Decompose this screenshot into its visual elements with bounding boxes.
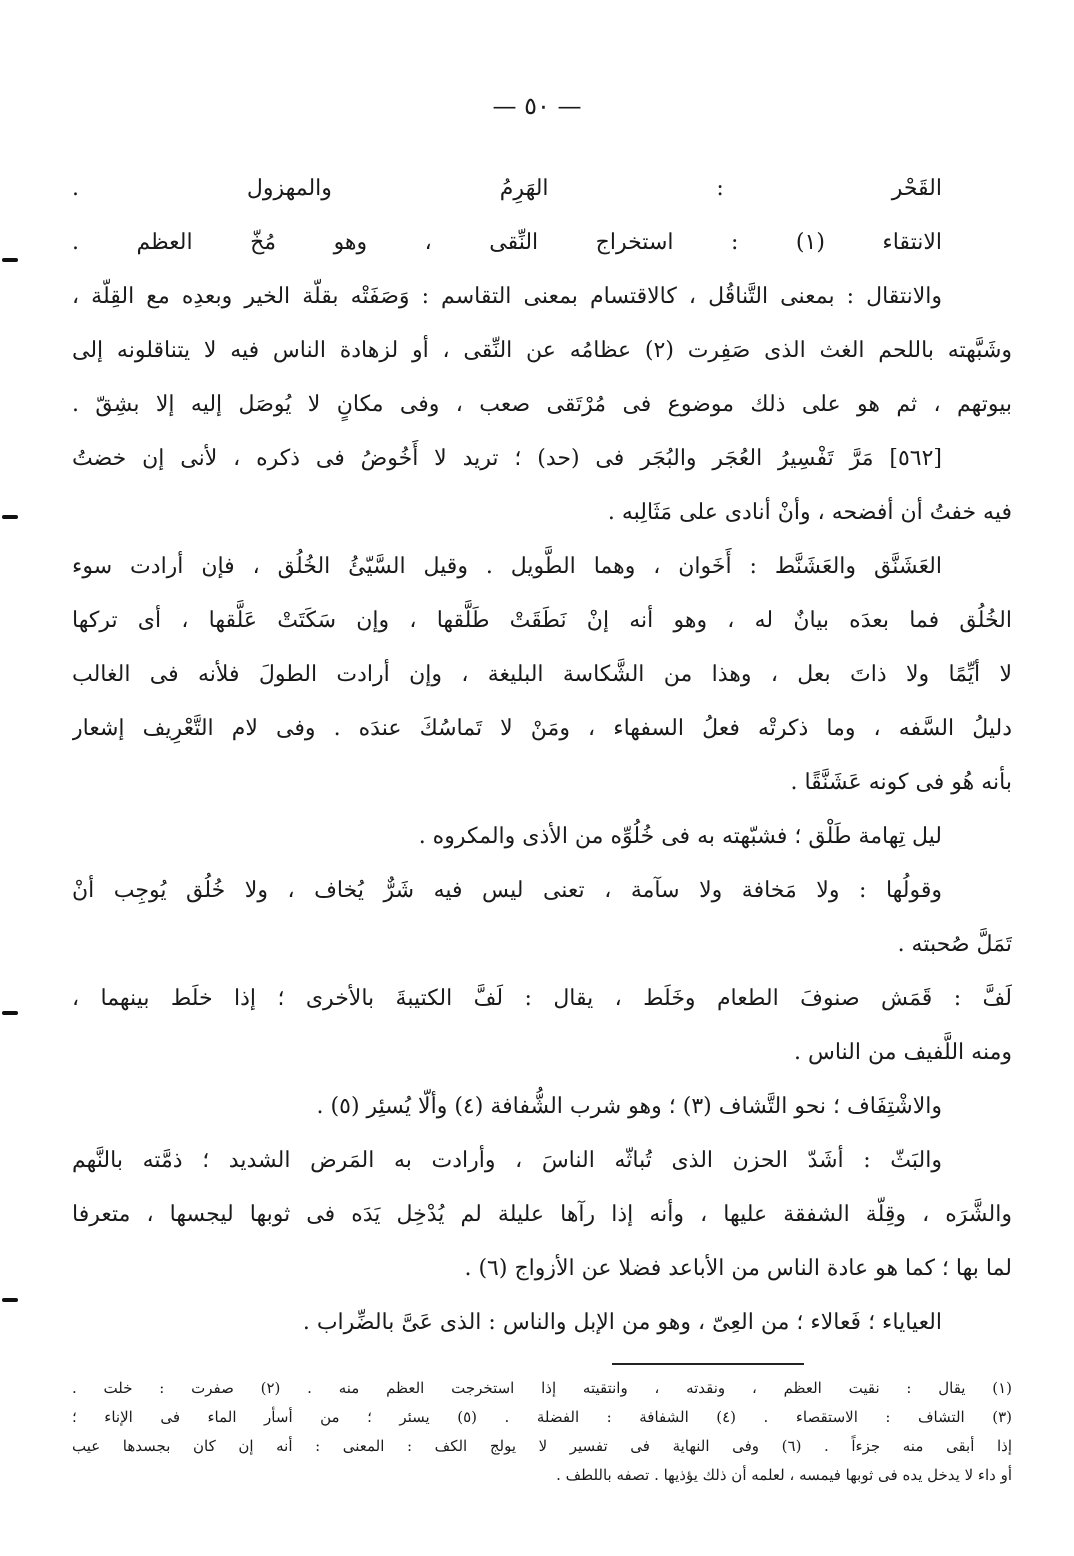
text-line: العياياء ؛ فَعالاء ؛ من العِىّ ، وهو من الإبل والناس : الذى عَىَّ بالضِّراب . [302,1310,942,1335]
body-text [72,162,1012,1350]
text-line: والاشْتِفَاف ؛ نحو التَّشاف (٣) ؛ وهو شرب الشُّفافة (٤) وألّا يُسئِر (٥) . [316,1094,942,1119]
text-line: لَفَّ : قَمَش صنوفَ الطعام وخَلَط ، يقال : لَفَّ الكتيبةَ بالأخرى ؛ إذا خلَط بينهما ، [72,986,1012,1011]
footnotes [72,1374,1012,1490]
margin-mark [2,515,18,519]
text-line: ليل تِهامة طَلْق ؛ فشبّهته به فى خُلُوِّه من الأذى والمكروه . [418,824,942,849]
text-line: والبَثّ : أشَدّ الحزن الذى تُباثّه الناسَ ، وأرادت به المَرض الشديد ؛ ذمَّته بالنَّهم [72,1148,942,1173]
footnote-line: (٣) التشاف : الاستقصاء . (٤) الشفافة : الفضلة . (٥) يسئر ؛ من أسأر الماء فى الإناء ؛ [72,1408,1012,1426]
text-line: لما بها ؛ كما هو عادة الناس من الأباعد فضلا عن الأزواج (٦) . [464,1256,1012,1281]
text-line: الانتقاء (١) : استخراج النِّقى ، وهو مُخّ العظم . [72,230,942,255]
margin-mark [2,258,18,262]
footnote-line: إذا أبقى منه جزءاً . (٦) وفى النهاية فى تفسير لا يولج الكف : المعنى : أنه إن كان بجسدها عيب [72,1437,1012,1455]
margin-mark [2,1011,18,1015]
text-line: العَشَنَّق والعَشَنَّط : أَخَوان ، وهما الطَّويل . وقيل السَّيّئُ الخُلُق ، فإن أرادت سوء [72,554,942,579]
footnote-line: أو داء لا يدخل يده فى ثوبها فيمسه ، لعلمه أن ذلك يؤذيها . تصفه باللطف . [556,1466,1012,1484]
text-line: فيه خفتُ أن أفضحه ، وأنْ أنادى على مَثَالِبه . [607,500,1012,525]
text-line: القَحْر : الهَرِمُ والمهزول . [72,176,942,201]
footnote-line: (١) يقال : نقيت العظم ، ونقدته ، وانتقيته إذا استخرجت العظم منه . (٢) صفرت : خلت . [72,1379,1012,1397]
text-line: [٥٦٢] مَرَّ تَفْسِيرُ العُجَر والبُجَر فى (حد) ؛ تريد لا أَخُوضُ فى ذكره ، لأنى إن خضتُ [72,446,942,471]
text-line: ومنه اللَّفيف من الناس . [794,1040,1012,1065]
text-line: دليلُ السَّفه ، وما ذكرتْه فعلُ السفهاء ، ومَنْ لا تَماسُكَ عندَه . وفى لام التَّعْرِيف إشعار [72,716,1012,741]
margin-mark [2,1298,18,1302]
page-number: — ٥٠ — [492,92,582,120]
text-line: وقولُها : ولا مَخافة ولا سآمة ، تعنى ليس فيه شَرٌّ يُخاف ، ولا خُلُق يُوجِب أنْ [72,878,942,903]
footnote-divider [612,1363,804,1365]
text-line: وشَبَّهته باللحم الغث الذى صَفِرت (٢) عظامُه عن النِّقى ، أو لزهادة الناس فيه لا يتناقلونه إلى [72,338,1012,363]
text-line: بيوتهم ، ثم هو على ذلك موضوع فى مُرْتَقى صعب ، وفى مكانٍ لا يُوصَل إليه إلا بشِقّ . [72,392,1012,417]
text-line: لا أيِّمًا ولا ذاتَ بعل ، وهذا من الشَّكاسة البليغة ، وإن أرادت الطولَ فلأنه فى الغالب [72,662,1012,687]
text-line: بأنه هُو فى كونه عَشَنَّقًا . [790,770,1012,795]
text-line: تَمَلَّ صُحبته . [897,932,1012,957]
text-line: والانتقال : بمعنى التَّناقُل ، كالاقتسام بمعنى التقاسم : وَصَفَتْه بقلّة الخير وبعدِه مع القِلّة ، [72,284,942,309]
text-line: الخُلُق فما بعدَه بيانٌ له ، وهو أنه إنْ نَطَقَتْ طَلَّقها ، وإن سَكَتَتْ عَلَّقها ، أى تركها [72,608,1012,633]
text-line: والشَّرَه ، وقِلّة الشفقة عليها ، وأنه إذا رآها عليلة لم يُدْخِل يَدَه فى ثوبها ليجسها ، متعرفا [72,1202,1012,1227]
